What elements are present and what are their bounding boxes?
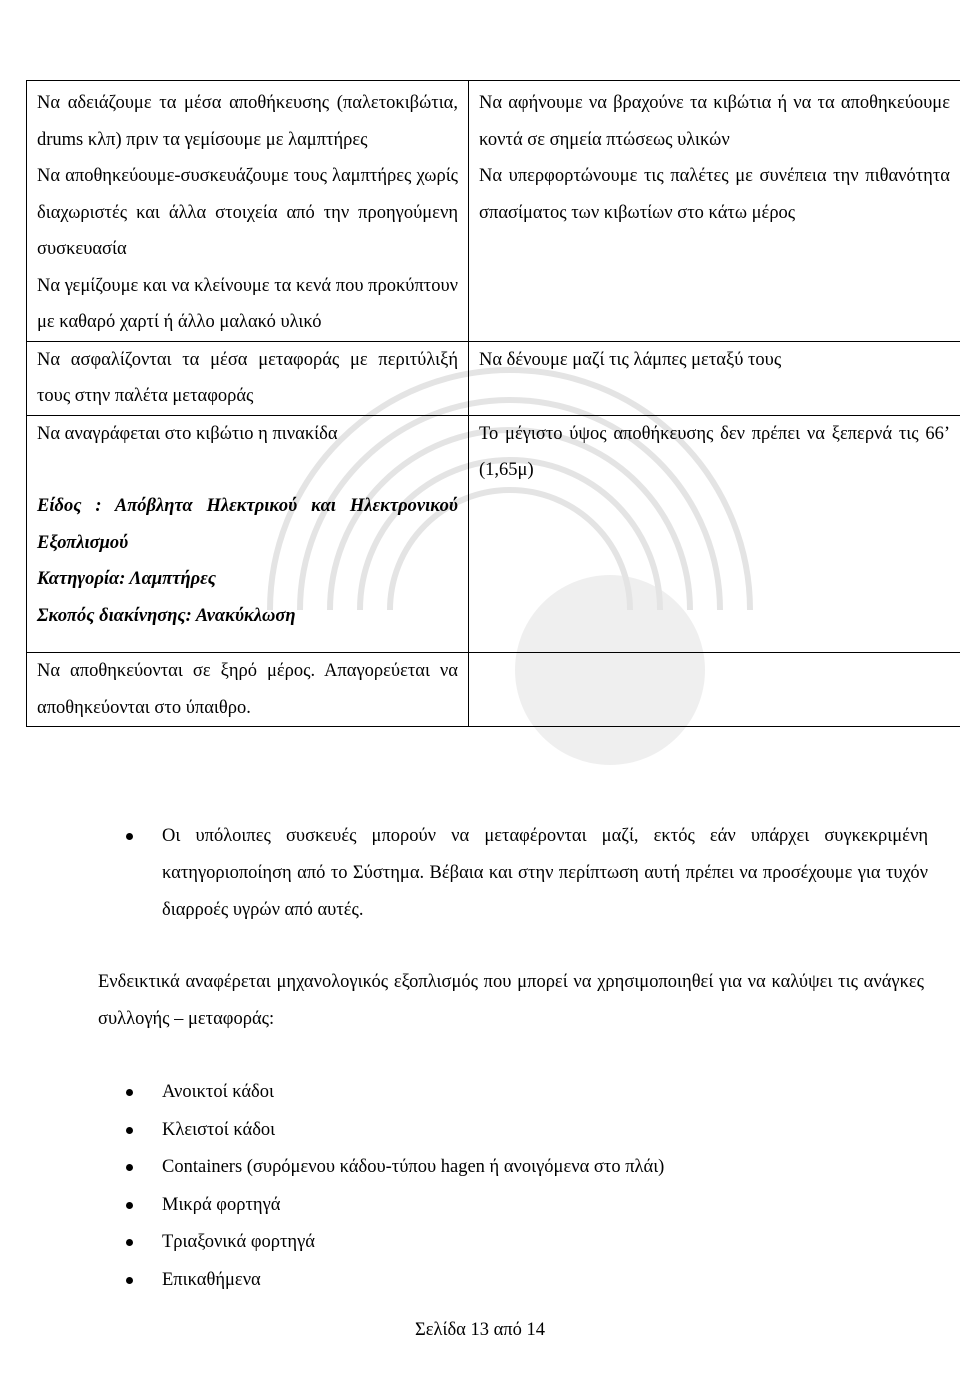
equipment-item: Ανοικτοί κάδοι: [162, 1082, 274, 1102]
do-cell-3: [27, 415, 469, 653]
bullet-icon: [126, 1239, 133, 1246]
do-cell-1: [27, 81, 469, 342]
list-item: [128, 818, 928, 929]
label-purpose: Σκοπός διακίνησης: Ανακύκλωση: [37, 605, 296, 626]
dont-item: Να υπερφορτώνουμε τις παλέτες με συνέπεια την πιθανότητα σπασίματος των κιβωτίων στο κάτω μέρος: [479, 166, 950, 223]
do-item: Να αποθηκεύουμε-συσκευάζουμε τους λαμπτήρες χωρίς διαχωριστές και άλλα στοιχεία από την προηγούμενη συσκευασία: [37, 166, 458, 259]
equipment-list: [128, 1074, 888, 1299]
bullet-icon: [126, 1164, 133, 1171]
dont-cell-3: [469, 415, 960, 653]
equipment-intro: Ενδεικτικά αναφέρεται μηχανολογικός εξοπλισμός που μπορεί να χρησιμοποιηθεί για να καλύψει τις ανάγκες συλλογής – μεταφοράς:: [98, 972, 924, 1029]
spacer: [37, 452, 458, 488]
do-cell-4: [27, 653, 469, 727]
list-item: [128, 1224, 888, 1262]
do-item: Να γεμίζουμε και να κλείνουμε τα κενά που προκύπτουν με καθαρό χαρτί ή άλλο μαλακό υλικό: [37, 275, 458, 332]
do-cell-2: [27, 341, 469, 415]
dont-cell-2: [469, 341, 960, 415]
equipment-item: Containers (συρόμενου κάδου-τύπου hagen ή ανοιγόμενα στο πλάι): [162, 1157, 665, 1177]
do-item: Να ασφαλίζονται τα μέσα μεταφοράς με περιτύλιξή τους στην παλέτα μεταφοράς: [37, 349, 458, 406]
dont-item: Το μέγιστο ύψος αποθήκευσης δεν πρέπει να ξεπερνά τις 66’ (1,65μ): [479, 423, 950, 480]
label-category: Κατηγορία: Λαμπτήρες: [37, 569, 217, 589]
bullet-icon: [126, 1277, 133, 1284]
list-item: [128, 1262, 888, 1300]
equipment-item: Κλειστοί κάδοι: [162, 1119, 276, 1140]
note-list: [128, 818, 928, 929]
note-text: Οι υπόλοιπες συσκευές μπορούν να μεταφέρονται μαζί, εκτός εάν υπάρχει συγκεκριμένη κατηγοριοποίηση από το Σύστημα. Βέβαια και στην περίπτωση αυτή πρέπει να προσέχουμε για τυχόν διαρροές υγρών από αυτές.: [162, 826, 928, 920]
equipment-item: Μικρά φορτηγά: [162, 1194, 281, 1215]
equipment-item: Τριαξονικά φορτηγά: [162, 1232, 315, 1252]
bullet-icon: [126, 1089, 133, 1096]
list-item: [128, 1187, 888, 1225]
do-item: Να αδειάζουμε τα μέσα αποθήκευσης (παλετοκιβώτια, drums κλπ) πριν τα γεμίσουμε με λαμπτήρες: [37, 93, 458, 150]
dont-item: Να δένουμε μαζί τις λάμπες μεταξύ τους: [479, 349, 782, 370]
spacer: [37, 634, 458, 652]
page-number: Σελίδα 13 από 14: [414, 1320, 546, 1340]
dont-cell-4: [469, 653, 960, 727]
guidelines-table: [26, 80, 960, 727]
list-item: [128, 1149, 888, 1187]
dont-cell-1: [469, 81, 960, 342]
bullet-icon: [126, 1202, 133, 1209]
bullet-icon: [126, 1127, 133, 1134]
bullet-icon: [126, 833, 133, 840]
do-item: Να αποθηκεύονται σε ξηρό μέρος. Απαγορεύεται να αποθηκεύονται στο ύπαιθρο.: [37, 661, 458, 718]
list-item: [128, 1112, 888, 1150]
label-type: Είδος : Απόβλητα Ηλεκτρικού και Ηλεκτρονικού Εξοπλισμού: [37, 496, 458, 553]
equipment-item: Επικαθήμενα: [162, 1269, 261, 1290]
do-item: Να αναγράφεται στο κιβώτιο η πινακίδα: [37, 423, 338, 444]
list-item: [128, 1074, 888, 1112]
dont-item: Να αφήνουμε να βραχούνε τα κιβώτια ή να τα αποθηκεύουμε κοντά σε σημεία πτώσεως υλικών: [479, 93, 950, 150]
